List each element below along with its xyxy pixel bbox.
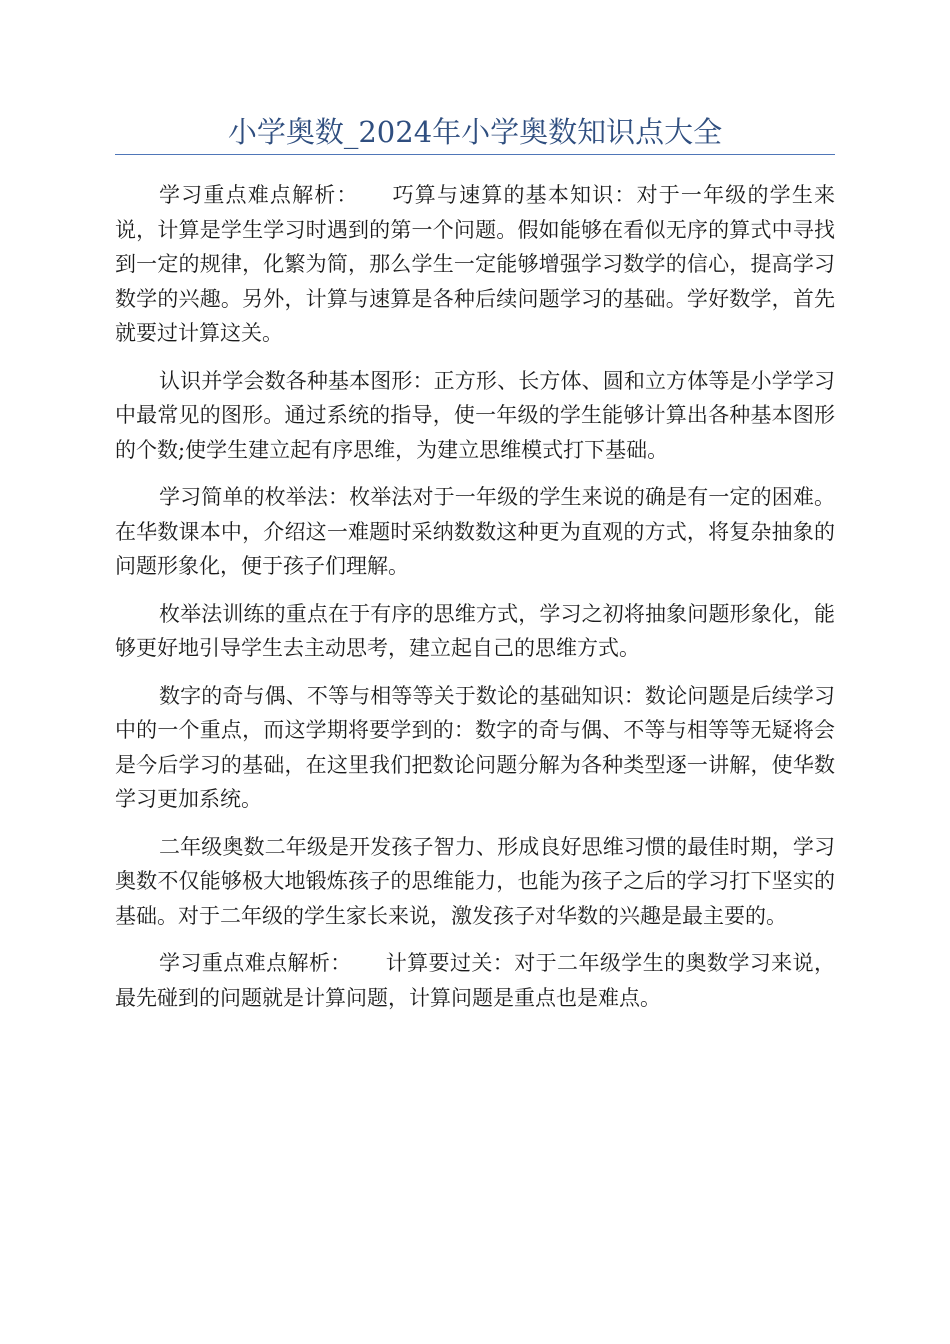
paragraph-lead: 学习重点难点解析： <box>159 183 359 207</box>
paragraph-6 <box>115 830 835 934</box>
paragraph-text: 巧算与速算的基本知识：对于一年级的学生来说，计算是学生学习时遇到的第一个问题。假如能够在看似无序的算式中寻找到一定的规律，化繁为简，那么学生一定能够增强学习数学的信心，提高学习数学的兴趣。另外，计算与速算是各种后续问题学习的基础。学好数学，首先就要过计算这关。 <box>115 183 836 345</box>
document-title: 小学奥数_2024年小学奥数知识点大全 <box>227 115 723 149</box>
paragraph-text: 枚举法训练的重点在于有序的思维方式，学习之初将抽象问题形象化，能够更好地引导学生去主动思考，建立起自己的思维方式。 <box>115 601 835 660</box>
paragraph-3 <box>115 480 835 584</box>
paragraph-4 <box>115 597 835 666</box>
paragraph-5 <box>115 679 835 817</box>
paragraph-text: 数字的奇与偶、不等与相等等关于数论的基础知识：数论问题是后续学习中的一个重点，而这学期将要学到的：数字的奇与偶、不等与相等等无疑将会是今后学习的基础，在这里我们把数论问题分解为各种类型逐一讲解，使华数学习更加系统。 <box>115 683 835 811</box>
paragraph-text: 二年级奥数二年级是开发孩子智力、形成良好思维习惯的最佳时期，学习奥数不仅能够极大地锻炼孩子的思维能力，也能为孩子之后的学习打下坚实的基础。对于二年级的学生家长来说，激发孩子对华数的兴趣是最主要的。 <box>115 834 835 928</box>
document-body <box>115 178 835 1028</box>
paragraph-text: 认识并学会数各种基本图形：正方形、长方体、圆和立方体等是小学学习中最常见的图形。通过系统的指导，使一年级的学生能够计算出各种基本图形的个数;使学生建立起有序思维，为建立思维模式打下基础。 <box>115 368 835 462</box>
paragraph-7 <box>115 946 835 1015</box>
paragraph-2 <box>115 364 835 468</box>
paragraph-1 <box>115 178 835 351</box>
paragraph-text: 计算要过关：对于二年级学生的奥数学习来说，最先碰到的问题就是计算问题，计算问题是重点也是难点。 <box>115 951 836 1010</box>
paragraph-text: 学习简单的枚举法：枚举法对于一年级的学生来说的确是有一定的困难。在华数课本中，介绍这一难题时采纳数数这种更为直观的方式，将复杂抽象的问题形象化，便于孩子们理解。 <box>115 485 835 578</box>
paragraph-lead: 学习重点难点解析： <box>159 951 352 975</box>
title-underline <box>115 154 835 155</box>
